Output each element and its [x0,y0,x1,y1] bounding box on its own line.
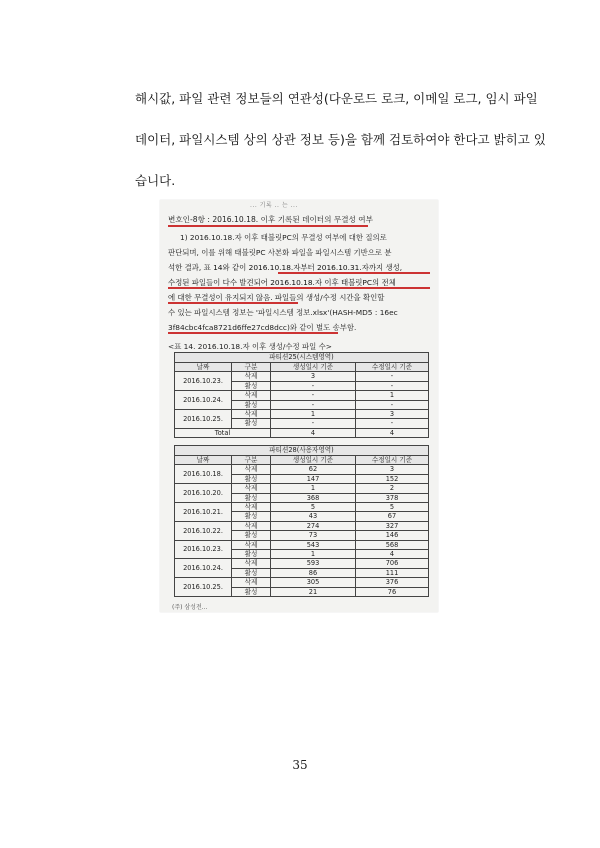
row-kind: 삭제 [232,503,271,512]
row-c2: 568 [356,540,429,549]
row-c1: 21 [271,587,356,596]
paragraph-line-3: 습니다. [135,173,176,188]
row-date: 2016.10.24. [175,559,232,578]
table-row [175,540,429,549]
row-c1: 274 [271,521,356,530]
row-date: 2016.10.23. [175,540,232,559]
scan-heading-label: 변호인-8항 : [168,215,213,224]
row-kind: 삭제 [232,410,271,419]
row-c1: 62 [271,465,356,474]
row-kind: 활성 [232,419,271,428]
row-kind: 활성 [232,531,271,540]
table-row [175,503,429,512]
row-c1: 543 [271,540,356,549]
table1-total-label: Total [175,428,271,437]
paragraph-line-1: 해시값, 파일 관련 정보들의 연관성(다운로드 로크, 이메일 로그, 임시 파일 [135,91,538,106]
row-c2: 67 [356,512,429,521]
row-date: 2016.10.25. [175,578,232,597]
table1-header-created: 생성일시 기준 [271,363,356,372]
row-c1: 593 [271,559,356,568]
scan-heading [168,214,373,225]
scan-body-line-2: 판단되며, 이를 위해 태블릿PC 사본화 파일을 파일시스템 기반으로 분 [168,248,392,257]
row-date: 2016.10.23. [175,372,232,391]
row-kind: 활성 [232,512,271,521]
row-c1: 86 [271,568,356,577]
paragraph-line-2: 데이터, 파일시스템 상의 상관 정보 등)을 함께 검토하여야 한다고 밝히고 있 [135,132,546,147]
row-c2: 1 [356,391,429,400]
row-c1: 73 [271,531,356,540]
highlight-underline-2 [168,287,430,289]
scan-body-line-6: 수 있는 파일시스템 정보는 '파일시스템 정보.xlsx'(HASH-MD5 : 16ec [168,308,398,317]
row-c1: 147 [271,474,356,483]
row-c1: - [271,419,356,428]
row-c2: 3 [356,410,429,419]
partition25-table [174,352,429,438]
table1-total-modified: 4 [356,428,429,437]
row-kind: 활성 [232,568,271,577]
row-c1: - [271,391,356,400]
partition28-table [174,445,429,597]
row-kind: 삭제 [232,521,271,530]
table-row [175,410,429,419]
table-row [175,578,429,587]
table-row [175,484,429,493]
row-c1: - [271,400,356,409]
row-c1: - [271,381,356,390]
table1-total-created: 4 [271,428,356,437]
highlight-underline-3 [168,302,298,304]
row-kind: 활성 [232,474,271,483]
row-c2: 378 [356,493,429,502]
row-c2: 2 [356,484,429,493]
table2-title: 파티션28(사용자영역) [175,446,429,456]
row-date: 2016.10.25. [175,410,232,429]
row-c2: 376 [356,578,429,587]
table1-header-date: 날짜 [175,363,232,372]
heading-underline [168,225,368,227]
row-c1: 1 [271,484,356,493]
row-kind: 활성 [232,381,271,390]
row-date: 2016.10.24. [175,391,232,410]
row-c2: 5 [356,503,429,512]
page-number: 35 [292,758,308,772]
row-c1: 305 [271,578,356,587]
scan-body-line-5: 에 대한 무결성이 유지되지 않음. 파일들의 생성/수정 시간을 확인할 [168,293,385,302]
table2-header-kind: 구분 [232,456,271,465]
table1-header-kind: 구분 [232,363,271,372]
table-row [175,559,429,568]
row-c1: 1 [271,550,356,559]
table2-header-date: 날짜 [175,456,232,465]
row-kind: 삭제 [232,540,271,549]
row-c2: 327 [356,521,429,530]
row-c2: 146 [356,531,429,540]
row-c2: - [356,381,429,390]
row-date: 2016.10.21. [175,503,232,522]
row-kind: 삭제 [232,372,271,381]
scan-heading-text: 2016.10.18. 이후 기록된 데이터의 무결성 여부 [212,215,373,224]
row-c2: 76 [356,587,429,596]
row-kind: 삭제 [232,559,271,568]
table1-title: 파티션25(시스템영역) [175,353,429,363]
scan-top-fragment: ... 기록 .. 는 ... [250,202,298,209]
row-c1: 5 [271,503,356,512]
row-c2: 111 [356,568,429,577]
table2-header-created: 생성일시 기준 [271,456,356,465]
row-c1: 43 [271,512,356,521]
scan-body-line-3: 석한 결과, 표 14와 같이 2016.10.18.자부터 2016.10.31.자까지 생성, [168,263,403,272]
row-kind: 활성 [232,587,271,596]
row-c2: 4 [356,550,429,559]
row-c2: - [356,400,429,409]
row-c2: 706 [356,559,429,568]
table2-header-modified: 수정일시 기준 [356,456,429,465]
table1-header-modified: 수정일시 기준 [356,363,429,372]
row-date: 2016.10.20. [175,484,232,503]
row-date: 2016.10.18. [175,465,232,484]
row-c2: - [356,372,429,381]
table-row [175,372,429,381]
scan-body-line-4: 수정된 파일들이 다수 발견되어 2016.10.18.자 이후 태블릿PC의 전체 [168,278,396,287]
row-c1: 368 [271,493,356,502]
scan-body-line-1: 1) 2016.10.18.자 이후 태블릿PC의 무결성 여부에 대한 질의로 [180,233,387,242]
table-row [175,521,429,530]
row-date: 2016.10.22. [175,521,232,540]
row-kind: 삭제 [232,578,271,587]
row-c1: 3 [271,372,356,381]
row-c2: 3 [356,465,429,474]
scan-body-line-7: 3f84cbc4fca8721d6ffe27cd8dcc)와 같이 별도 송부함. [168,323,357,332]
row-kind: 삭제 [232,484,271,493]
row-kind: 활성 [232,550,271,559]
table-row [175,465,429,474]
scan-bottom-fragment: (주) 삼성전... [172,604,208,611]
row-kind: 삭제 [232,391,271,400]
table-row [175,391,429,400]
row-kind: 삭제 [232,465,271,474]
row-c1: 1 [271,410,356,419]
highlight-underline-4 [168,332,338,334]
row-c2: 152 [356,474,429,483]
scanned-document-image [160,200,438,612]
row-c2: - [356,419,429,428]
row-kind: 활성 [232,493,271,502]
body-paragraph [135,78,546,201]
row-kind: 활성 [232,400,271,409]
table-caption: <표 14. 2016.10.18.자 이후 생성/수정 파일 수> [168,342,332,351]
highlight-underline-1 [278,272,430,274]
